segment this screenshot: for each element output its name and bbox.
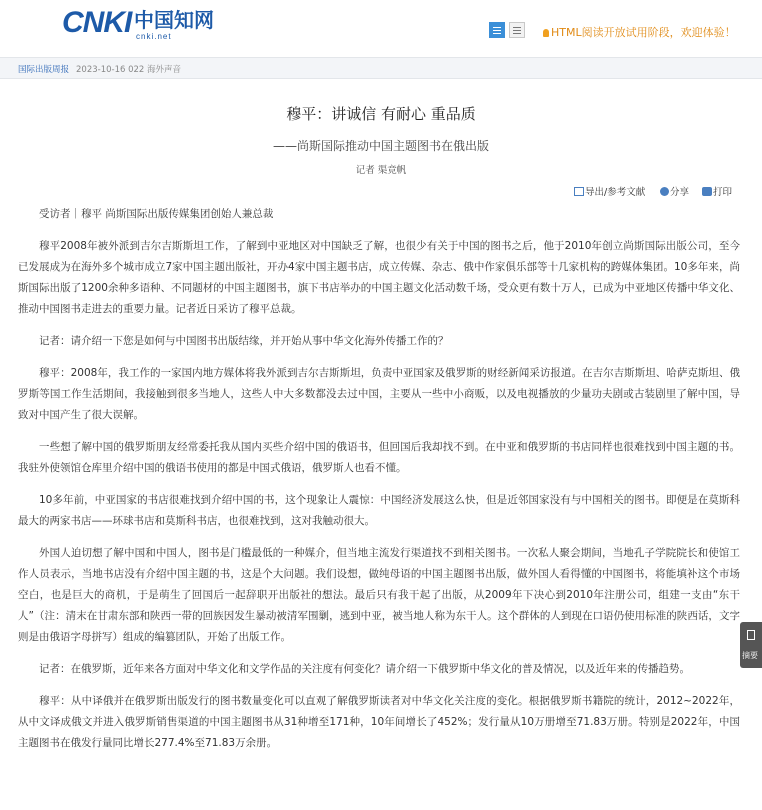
share-icon — [660, 187, 669, 196]
paragraph: 一些想了解中国的俄罗斯朋友经常委托我从国内买些介绍中国的俄语书，但回国后我却找不到。在中亚和俄罗斯的书店同样也很难找到中国主题的书。我驻外使领馆仓库里介绍中国的俄语书使用的都是中国式俄语，俄罗斯人也看不懂。 — [18, 441, 740, 474]
logo-chinese-name: 中国知网 — [134, 8, 214, 32]
journal-link[interactable]: 国际出版周报 — [18, 65, 70, 75]
single-column-view-button[interactable] — [489, 22, 505, 38]
paragraph: 穆平：2008年，我工作的一家国内地方媒体将我外派到吉尔吉斯斯坦，负责中亚国家及俄罗斯的财经新闻采访报道。在吉尔吉斯斯坦、哈萨克斯坦、俄罗斯等国工作生活期间，我接触到很多当地人，这些人中大多数都没去过中国，主要从一些中小商贩，以及电视播放的少量功夫剧或古装剧里了解中国，导致对中国产生了很大误解。 — [18, 367, 740, 421]
share-button[interactable] — [660, 184, 689, 198]
bulb-icon — [543, 29, 549, 37]
paragraph: 穆平2008年被外派到吉尔吉斯斯坦工作，了解到中亚地区对中国缺乏了解，也很少有关于中国的图书之后，他于2010年创立尚斯国际出版公司，至今已发展成为在海外多个城市成立7家中国主题出版社，开办4家中国主题书店，成立传媒、杂志、俄中作家俱乐部等十几家机构的跨媒体集团。10多年来，尚斯国际出版了1200余种多语种、不同题材的中国主题图书，旗下书店举办的中国主题文化活动数千场，受众更有数十万人，已成为中亚地区传播中华文化、推动中国图书走进去的重要力量。记者近日采访了穆平总裁。 — [18, 240, 740, 315]
document-icon — [747, 630, 755, 640]
side-tab-label: 摘要 — [742, 651, 758, 660]
paragraph: 记者：请介绍一下您是如何与中国图书出版结缘，并开始从事中华文化海外传播工作的？ — [39, 335, 449, 347]
share-label: 分享 — [670, 187, 690, 198]
logo-wordmark: CNKI — [62, 6, 132, 39]
columns-icon — [513, 27, 521, 28]
print-icon — [702, 187, 712, 196]
paragraph: 外国人迫切想了解中国和中国人，图书是门槛最低的一种媒介，但当地主流发行渠道找不到相关图书。一次私人聚会期间，当地孔子学院院长和使馆工作人员表示，当地书店没有介绍中国主题的书，这是个大问题。我们设想，做纯母语的中国主题图书出版，做外国人看得懂的中国图书，将能填补这个市场空白，也是巨大的商机，于是萌生了回国后一起辞职开出版社的想法。最后只有我干起了出版，从2009年下决心到2010年注册公司，组建一支由“东干人”（注：清末在甘肃东部和陕西一带的回族因发生暴动被清军围剿，逃到中亚，被当地人称为东干人。这个群体的人到现在口语仍使用标准的陕西话，文字则是由俄语字母拼写）组成的编篡团队，开始了出版工作。 — [18, 547, 740, 643]
paragraph: 穆平：从中译俄并在俄罗斯出版发行的图书数量变化可以直观了解俄罗斯读者对中华文化关注度的变化。根据俄罗斯书籍院的统计，2012~2022年，从中文译成俄文并进入俄罗斯销售渠道的中国主题图书从31种增至171种，10年间增长了452%；发行量从10万册增至71.83万册。特别是2022年，中国主题图书在俄发行量同比增长277.4%至71.83万余册。 — [18, 695, 740, 749]
list-icon — [493, 27, 501, 28]
article-body — [18, 204, 740, 765]
notice-text: HTML阅读开放试用阶段，欢迎体验！ — [551, 26, 736, 39]
export-icon — [574, 187, 584, 196]
logo-url: cnki.net — [136, 32, 172, 41]
issue-meta: 2023-10-16 022 海外声音 — [76, 65, 182, 75]
print-button[interactable] — [702, 184, 732, 198]
abstract-side-tab[interactable] — [740, 622, 762, 668]
article-author: 记者 渠竞帆 — [355, 165, 407, 176]
article-title: 穆平：讲诚信 有耐心 重品质 — [286, 105, 476, 123]
export-button[interactable] — [574, 184, 645, 198]
trial-notice — [543, 24, 736, 40]
paragraph: 记者：在俄罗斯，近年来各方面对中华文化和文学作品的关注度有何变化？请介绍一下俄罗斯中华文化的普及情况，以及近年来的传播趋势。 — [39, 663, 690, 675]
breadcrumb — [0, 57, 762, 79]
article-subtitle: ——尚斯国际推动中国主题图书在俄出版 — [272, 139, 489, 153]
print-label: 打印 — [713, 187, 733, 198]
top-header — [0, 0, 762, 56]
paragraph: 10多年前，中亚国家的书店很难找到介绍中国的书，这个现象让人震惊：中国经济发展这么快，但是近邻国家没有与中国相关的图书。即便是在莫斯科最大的两家书店——环球书店和莫斯科书店，也很难找到，这对我触动很大。 — [18, 494, 740, 527]
export-label: 导出/参考文献 — [585, 187, 646, 198]
interviewee-line: 受访者｜穆平 尚斯国际出版传媒集团创始人兼总裁 — [39, 208, 274, 220]
double-column-view-button[interactable] — [509, 22, 525, 38]
